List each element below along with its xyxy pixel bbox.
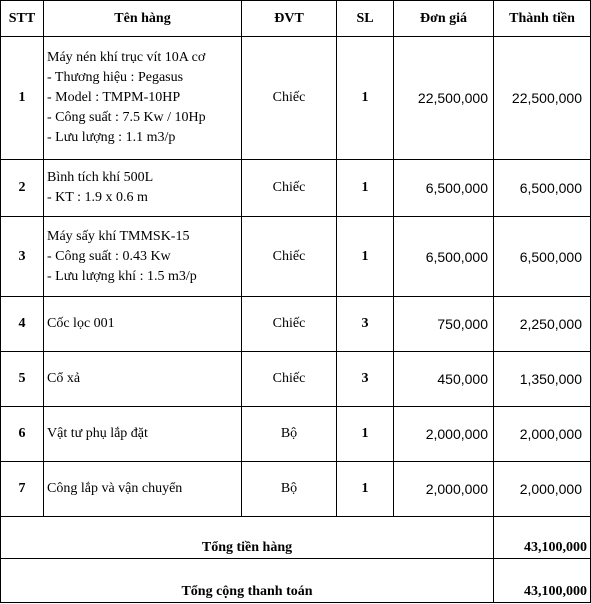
table-row	[1, 407, 591, 462]
row-qty: 1	[337, 462, 394, 517]
table-row	[1, 217, 591, 297]
row-price: 450,000	[394, 352, 494, 407]
subtotal-row	[1, 517, 591, 559]
row-name-line: - Công suất : 7.5 Kw / 10Hp	[47, 110, 206, 125]
row-name	[44, 217, 242, 297]
row-name	[44, 160, 242, 217]
row-amount: 6,500,000	[494, 217, 591, 297]
header-qty: SL	[337, 1, 394, 37]
header-amount: Thành tiền	[494, 1, 591, 37]
row-price: 22,500,000	[394, 37, 494, 160]
header-unit: ĐVT	[242, 1, 337, 37]
row-unit: Bộ	[242, 407, 337, 462]
row-unit: Chiếc	[242, 217, 337, 297]
row-unit: Chiếc	[242, 37, 337, 160]
row-qty: 3	[337, 352, 394, 407]
row-name-line: - Công suất : 0.43 Kw	[47, 248, 171, 264]
row-amount: 2,250,000	[494, 297, 591, 352]
table-row	[1, 37, 591, 160]
row-stt: 7	[1, 462, 44, 517]
row-name	[44, 297, 242, 352]
row-name-line: Cốc lọc 001	[47, 316, 115, 331]
row-qty: 1	[337, 37, 394, 160]
header-price: Đơn giá	[394, 1, 494, 37]
row-name-line: - Lưu lượng khí : 1.5 m3/p	[47, 268, 197, 284]
row-amount: 6,500,000	[494, 160, 591, 217]
row-stt: 5	[1, 352, 44, 407]
grand-total-label: Tổng cộng thanh toán	[1, 559, 494, 603]
row-name-line: - Model : TMPM-10HP	[47, 90, 181, 105]
row-name	[44, 407, 242, 462]
row-stt: 1	[1, 37, 44, 160]
row-name-line: Cổ xả	[47, 371, 81, 386]
row-stt: 4	[1, 297, 44, 352]
row-name	[44, 352, 242, 407]
row-stt: 3	[1, 217, 44, 297]
grand-total-value: 43,100,000	[494, 559, 591, 603]
row-price: 2,000,000	[394, 462, 494, 517]
row-qty: 1	[337, 407, 394, 462]
row-name	[44, 37, 242, 160]
row-unit: Chiếc	[242, 352, 337, 407]
table-row	[1, 160, 591, 217]
row-unit: Chiếc	[242, 297, 337, 352]
row-price: 6,500,000	[394, 217, 494, 297]
row-name-line: Máy sấy khí TMMSK-15	[47, 228, 190, 244]
header-name: Tên hàng	[44, 1, 242, 37]
row-amount: 1,350,000	[494, 352, 591, 407]
row-name-line: Vật tư phụ lắp đặt	[47, 426, 148, 441]
header-stt: STT	[1, 1, 44, 37]
row-qty: 3	[337, 297, 394, 352]
row-price: 750,000	[394, 297, 494, 352]
row-name-line: Bình tích khí 500L	[47, 170, 154, 185]
row-stt: 6	[1, 407, 44, 462]
row-name	[44, 462, 242, 517]
row-name-line: Máy nén khí trục vít 10A cơ	[47, 50, 206, 65]
table-row	[1, 297, 591, 352]
row-amount: 2,000,000	[494, 407, 591, 462]
grand-total-row	[1, 559, 591, 603]
row-qty: 1	[337, 160, 394, 217]
row-price: 6,500,000	[394, 160, 494, 217]
row-name-line: - Lưu lượng : 1.1 m3/p	[47, 130, 176, 145]
row-name-line: - KT : 1.9 x 0.6 m	[47, 190, 148, 205]
row-unit: Chiếc	[242, 160, 337, 217]
row-amount: 2,000,000	[494, 462, 591, 517]
table-row	[1, 462, 591, 517]
row-unit: Bộ	[242, 462, 337, 517]
table-row	[1, 352, 591, 407]
header-row	[1, 1, 591, 37]
row-name-line: - Thương hiệu : Pegasus	[47, 70, 184, 85]
row-price: 2,000,000	[394, 407, 494, 462]
row-name-line: Công lắp và vận chuyển	[47, 481, 183, 496]
subtotal-value: 43,100,000	[494, 517, 591, 559]
row-qty: 1	[337, 217, 394, 297]
subtotal-label: Tổng tiền hàng	[1, 517, 494, 559]
row-amount: 22,500,000	[494, 37, 591, 160]
row-stt: 2	[1, 160, 44, 217]
